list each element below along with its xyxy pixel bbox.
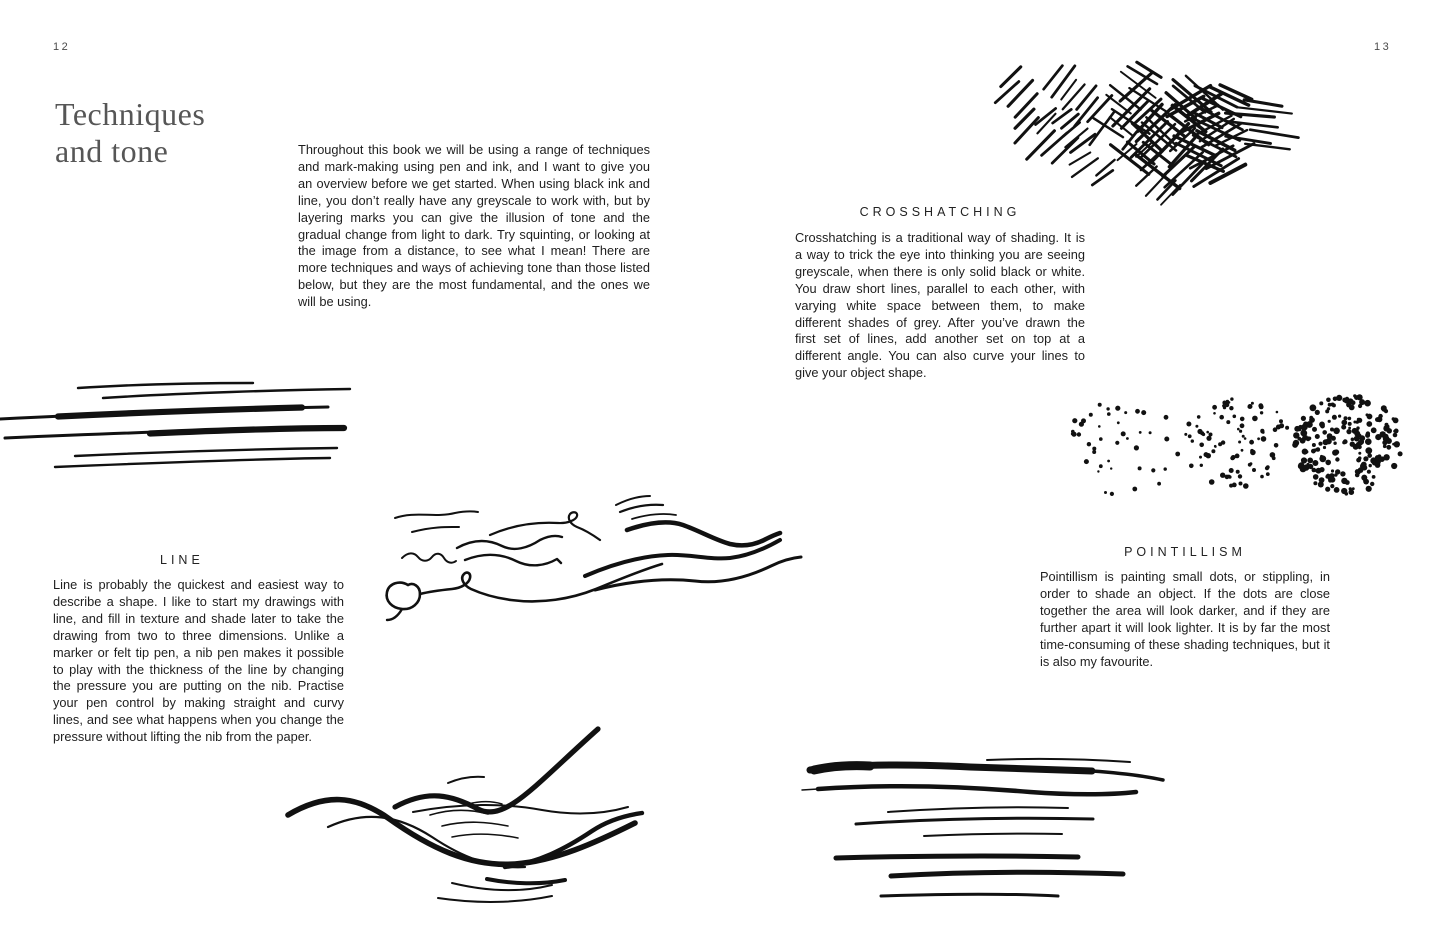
horizontal-strokes-drawing — [790, 750, 1180, 910]
crosshatch-drawing-wrap — [960, 40, 1290, 190]
pointillism-paragraph: Pointillism is painting small dots, or stippling, in order to shade an object. If the dots are close together the area will look darker, and if they are further apart it will look lighter. It is by far the most time-consuming of these shading techniques, but it is also my favourite. — [1040, 569, 1330, 669]
pointillism-section-heading: POINTILLISM — [1124, 545, 1246, 559]
straight-pen-lines-drawing — [0, 378, 360, 478]
line-section-heading: LINE — [160, 553, 204, 567]
crosshatching-paragraph: Crosshatching is a traditional way of shading. It is a way to trick the eye into thinking you are seeing greyscale, when there is only solid black or white. You draw short lines, parallel to each other, with varying white space between them, to make different shades of grey. After you’ve drawn the first set of lines, add another set on top at a different angle. You can also curve your lines to give your object shape. — [795, 230, 1085, 381]
line-paragraph: Line is probably the quickest and easiest way to describe a shape. I like to start my drawings with line, and fill in texture and shade later to take the drawing from two to three dimensions. Unlike a marker or felt tip pen, a nib pen makes it possible to play with the thickness of the line by changing the pressure you are putting on the nib. Practise your pen control by making straight and curvy lines, and see what happens when you change the pressure without lifting the nib from the paper. — [53, 577, 344, 745]
page-title — [55, 96, 205, 170]
intro-paragraph: Throughout this book we will be using a range of techniques and mark-making using pen and ink, and I want to give you an overview before we get started. When using black ink and line, you don’t really have any greyscale to work with, but by layering marks you can give the illusion of tone and the gradual change from light to dark. Try squinting, or looking at the image from a distance, to see what I mean! There are more techniques and ways of achieving tone than those listed below, but they are the most fundamental, and the ones we will be using. — [298, 142, 650, 310]
page-number-left: 12 — [53, 41, 71, 53]
page-title-line2: and tone — [55, 133, 169, 169]
page-title-line1: Techniques — [55, 96, 206, 132]
stipple-dots-drawing-wrap — [1060, 392, 1400, 502]
crosshatch-drawing — [960, 40, 1290, 190]
stipple-dots-drawing — [1060, 392, 1400, 502]
page-number-right: 13 — [1374, 41, 1392, 53]
crosshatching-section-heading: CROSSHATCHING — [859, 205, 1021, 219]
curvy-loop-lines-drawing — [380, 478, 820, 628]
wave-lines-drawing — [280, 715, 650, 905]
